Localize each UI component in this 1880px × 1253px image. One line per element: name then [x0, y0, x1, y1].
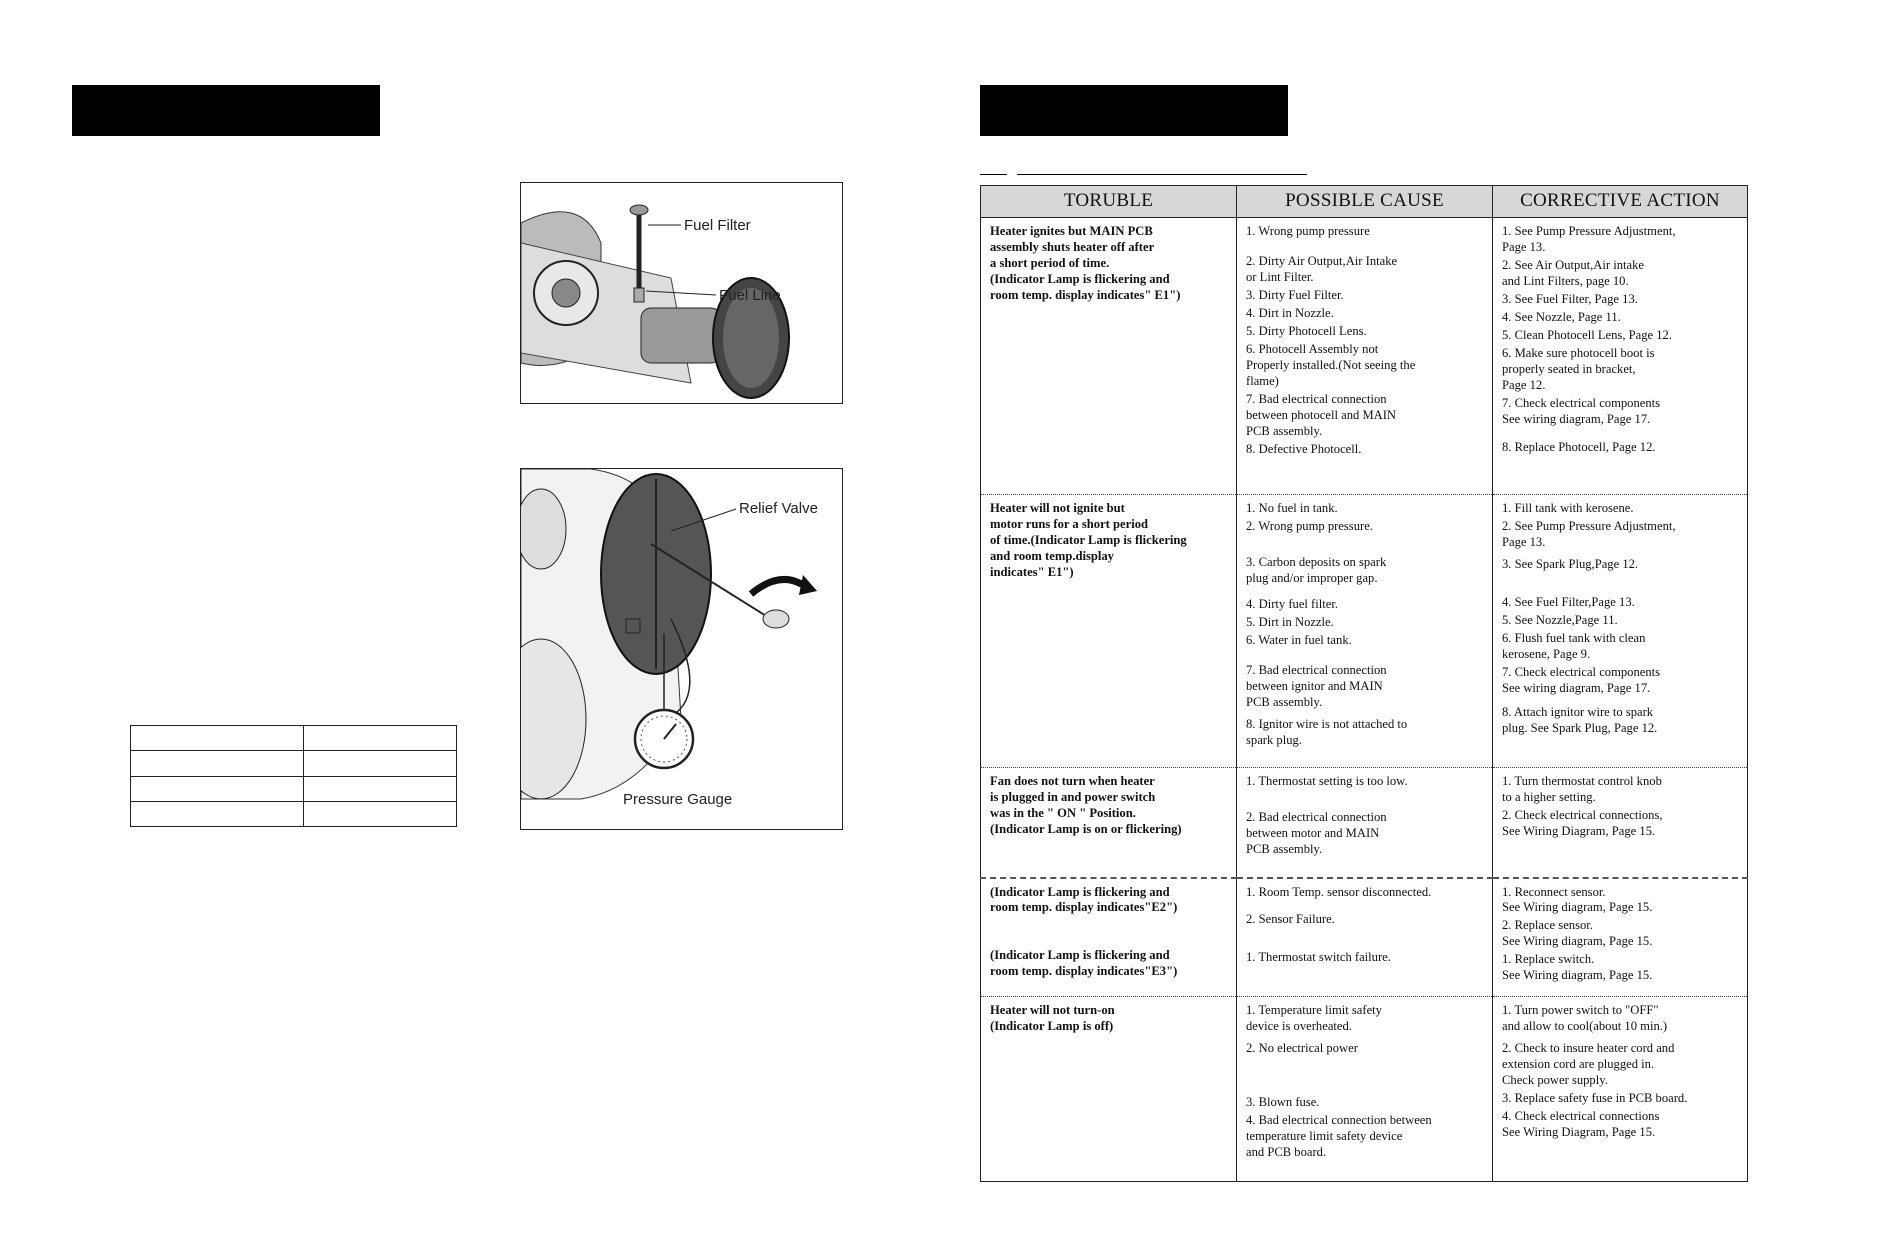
- cause-cell: [1237, 218, 1493, 495]
- cause-item: 3. Blown fuse.: [1246, 1094, 1320, 1109]
- cause-item: 4. Dirty fuel filter.: [1246, 596, 1338, 611]
- right-section-title-bar: [980, 85, 1288, 136]
- cause-cell: [1237, 878, 1493, 997]
- action-cell: [1493, 495, 1748, 768]
- action-item: 8. Replace Photocell, Page 12.: [1502, 439, 1656, 454]
- action-cell: [1493, 768, 1748, 878]
- cause-item: 6. Photocell Assembly not Properly installed.(Not seeing the flame): [1246, 341, 1416, 388]
- cause-item: 1. Thermostat setting is too low.: [1246, 774, 1408, 788]
- action-item: 3. See Fuel Filter, Page 13.: [1502, 291, 1638, 306]
- subtitle-rule-short: [980, 174, 1007, 175]
- table-cell: [304, 801, 457, 826]
- cause-item: 3. Carbon deposits on spark plug and/or improper gap.: [1246, 554, 1387, 585]
- table-cell: [304, 776, 457, 801]
- action-item: 1. Reconnect sensor. See Wiring diagram, Page 15.: [1502, 884, 1653, 915]
- table-row: [981, 997, 1748, 1182]
- cause-item: 2. Dirty Air Output,Air Intake or Lint Filter.: [1246, 253, 1398, 284]
- action-item: 6. Flush fuel tank with clean kerosene, Page 9.: [1502, 630, 1646, 661]
- action-item: 6. Make sure photocell boot is properly seated in bracket, Page 12.: [1502, 345, 1655, 392]
- pressure-gauge-label: Pressure Gauge: [623, 791, 733, 808]
- action-item: 4. See Fuel Filter,Page 13.: [1502, 594, 1635, 609]
- action-cell: [1493, 997, 1748, 1182]
- cause-item: 7. Bad electrical connection between ignitor and MAIN PCB assembly.: [1246, 662, 1387, 709]
- cause-cell: [1237, 997, 1493, 1182]
- cause-item: 1. Wrong pump pressure: [1246, 224, 1370, 238]
- trouble-cell: [981, 218, 1237, 495]
- cause-item: 4. Bad electrical connection between temperature limit safety device and PCB board.: [1246, 1112, 1432, 1159]
- fuel-filter-label: Fuel Filter: [684, 217, 751, 234]
- table-cell: [131, 776, 304, 801]
- table-row: [131, 751, 457, 776]
- table-cell: [131, 751, 304, 776]
- cause-item: 1. Thermostat switch failure.: [1246, 950, 1391, 965]
- pressure-gauge-figure: [520, 468, 843, 830]
- cause-item: 7. Bad electrical connection between photocell and MAIN PCB assembly.: [1246, 391, 1397, 438]
- table-row: [981, 495, 1748, 768]
- table-cell: [304, 726, 457, 751]
- action-item: 3. See Spark Plug,Page 12.: [1502, 556, 1639, 571]
- header-trouble: TORUBLE: [981, 186, 1237, 218]
- trouble-text: Heater will not ignite but motor runs for a short period of time.(Indicator Lamp is flickering and room temp.display indicates" E1"): [990, 501, 1187, 579]
- trouble-text: Fan does not turn when heater is plugged in and power switch was in the " ON " Position. (Indicator Lamp is on or flickering): [990, 774, 1182, 836]
- cause-item: 1. Temperature limit safety device is overheated.: [1246, 1003, 1382, 1033]
- action-item: 2. Check electrical connections, See Wiring Diagram, Page 15.: [1502, 807, 1663, 838]
- table-row: [131, 776, 457, 801]
- cause-item: 8. Defective Photocell.: [1246, 441, 1362, 456]
- trouble-text: (Indicator Lamp is flickering and room temp. display indicates"E2") (Indicator Lamp is flickering and room temp. display indicates"E3"): [990, 884, 1178, 979]
- trouble-text: Heater ignites but MAIN PCB assembly shuts heater off after a short period of time. (Indicator Lamp is flickering and room temp. display indicates" E1"): [990, 224, 1181, 302]
- cause-item: 2. No electrical power: [1246, 1040, 1358, 1055]
- cause-item: 1. No fuel in tank.: [1246, 501, 1338, 515]
- action-item: 7. Check electrical components See wiring diagram, Page 17.: [1502, 664, 1661, 695]
- action-item: 5. Clean Photocell Lens, Page 12.: [1502, 327, 1672, 342]
- subtitle-rule-long: [1017, 174, 1307, 175]
- cause-cell: [1237, 495, 1493, 768]
- cause-item: 1. Room Temp. sensor disconnected.: [1246, 884, 1432, 899]
- action-item: 1. See Pump Pressure Adjustment, Page 13.: [1502, 224, 1676, 254]
- fuel-line-label: Fuel Line: [719, 287, 781, 304]
- cause-item: 2. Wrong pump pressure.: [1246, 518, 1373, 533]
- cause-cell: [1237, 768, 1493, 878]
- table-row: [131, 726, 457, 751]
- action-item: 3. Replace safety fuse in PCB board.: [1502, 1090, 1688, 1105]
- left-section-title-bar: [72, 85, 380, 136]
- action-item: 1. Replace switch. See Wiring diagram, Page 15.: [1502, 952, 1653, 983]
- table-cell: [131, 726, 304, 751]
- cause-item: 5. Dirt in Nozzle.: [1246, 614, 1334, 629]
- trouble-cell: [981, 997, 1237, 1182]
- blank-spec-table: [130, 725, 457, 827]
- action-item: 2. See Pump Pressure Adjustment, Page 13.: [1502, 518, 1676, 549]
- action-cell: [1493, 878, 1748, 997]
- cause-item: 6. Water in fuel tank.: [1246, 632, 1352, 647]
- action-item: 5. See Nozzle,Page 11.: [1502, 612, 1618, 627]
- table-cell: [131, 801, 304, 826]
- relief-valve-label: Relief Valve: [739, 500, 818, 517]
- action-item: 4. Check electrical connections See Wiring Diagram, Page 15.: [1502, 1108, 1660, 1139]
- action-item: 7. Check electrical components See wiring diagram, Page 17.: [1502, 395, 1661, 426]
- action-item: 2. Replace sensor. See Wiring diagram, Page 15.: [1502, 918, 1653, 949]
- fuel-filter-figure: [520, 182, 843, 404]
- trouble-cell: [981, 495, 1237, 768]
- cause-item: 3. Dirty Fuel Filter.: [1246, 287, 1344, 302]
- action-item: 2. Check to insure heater cord and extension cord are plugged in. Check power supply.: [1502, 1040, 1675, 1087]
- cause-item: 4. Dirt in Nozzle.: [1246, 305, 1334, 320]
- table-header-row: [981, 186, 1748, 218]
- trouble-cell: [981, 878, 1237, 997]
- action-item: 2. See Air Output,Air intake and Lint Filters, page 10.: [1502, 257, 1645, 288]
- cause-item: 8. Ignitor wire is not attached to spark plug.: [1246, 716, 1408, 747]
- header-corrective-action: CORRECTIVE ACTION: [1493, 186, 1748, 218]
- header-possible-cause: POSSIBLE CAUSE: [1237, 186, 1493, 218]
- cause-item: 5. Dirty Photocell Lens.: [1246, 323, 1367, 338]
- action-item: 8. Attach ignitor wire to spark plug. See Spark Plug, Page 12.: [1502, 704, 1658, 735]
- action-cell: [1493, 218, 1748, 495]
- action-item: 1. Fill tank with kerosene.: [1502, 501, 1634, 515]
- table-row: [131, 801, 457, 826]
- trouble-cell: [981, 768, 1237, 878]
- table-row: [981, 878, 1748, 997]
- table-cell: [304, 751, 457, 776]
- troubleshooting-table: [980, 185, 1748, 1182]
- cause-item: 2. Bad electrical connection between motor and MAIN PCB assembly.: [1246, 809, 1387, 856]
- cause-item: 2. Sensor Failure.: [1246, 912, 1335, 927]
- table-row: [981, 218, 1748, 495]
- trouble-text: Heater will not turn-on (Indicator Lamp is off): [990, 1003, 1115, 1033]
- action-item: 1. Turn power switch to "OFF" and allow to cool(about 10 min.): [1502, 1003, 1668, 1033]
- action-item: 1. Turn thermostat control knob to a higher setting.: [1502, 774, 1662, 804]
- table-row: [981, 768, 1748, 878]
- action-item: 4. See Nozzle, Page 11.: [1502, 309, 1621, 324]
